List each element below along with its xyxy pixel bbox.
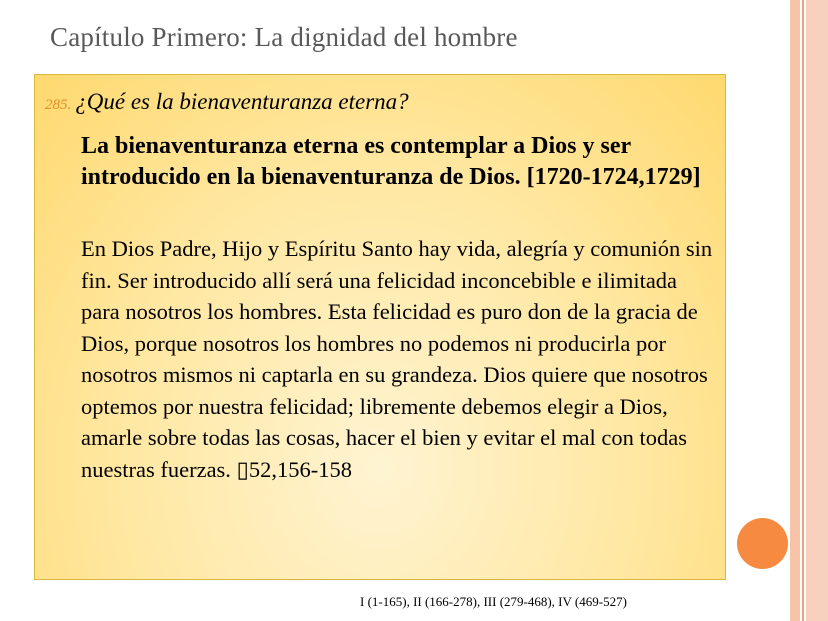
answer-text: La bienaventuranza eterna es contemplar a Dios y ser introducido en la bienaventuranza de Dios. [1720-1724,1729] xyxy=(81,133,701,190)
footer-section-ranges: I (1-165), II (166-278), III (279-468), IV (469-527) xyxy=(360,594,627,609)
question-number: 285. xyxy=(45,97,72,113)
accent-dot xyxy=(737,518,788,569)
explanation-text: En Dios Padre, Hijo y Espíritu Santo hay vida, alegría y comunión sin fin. Ser introducido allí será una felicidad inconcebible e ilimitada para nosotros los hombres. Esta felicidad es puro don de la gracia de Dios, porque nosotros los hombres no podemos ni producirla por nosotros mismos ni captarla en su grandeza. Dios quiere que nosotros optemos por nuestra felicidad; libremente debemos elegir a Dios, amarle sobre todas las cosas, hacer el bien y evitar el mal con todas nuestras fuerzas. ▯52,156-158 xyxy=(81,236,713,482)
decorative-side-stripes xyxy=(790,0,828,621)
question-line xyxy=(45,89,409,115)
stripe-wide xyxy=(790,0,800,621)
stripe-light xyxy=(806,0,828,621)
stripe-thin xyxy=(802,0,804,621)
slide-title: Capítulo Primero: La dignidad del hombre xyxy=(50,22,518,52)
content-card xyxy=(34,74,726,580)
question-text: ¿Qué es la bienaventuranza eterna? xyxy=(75,89,409,114)
